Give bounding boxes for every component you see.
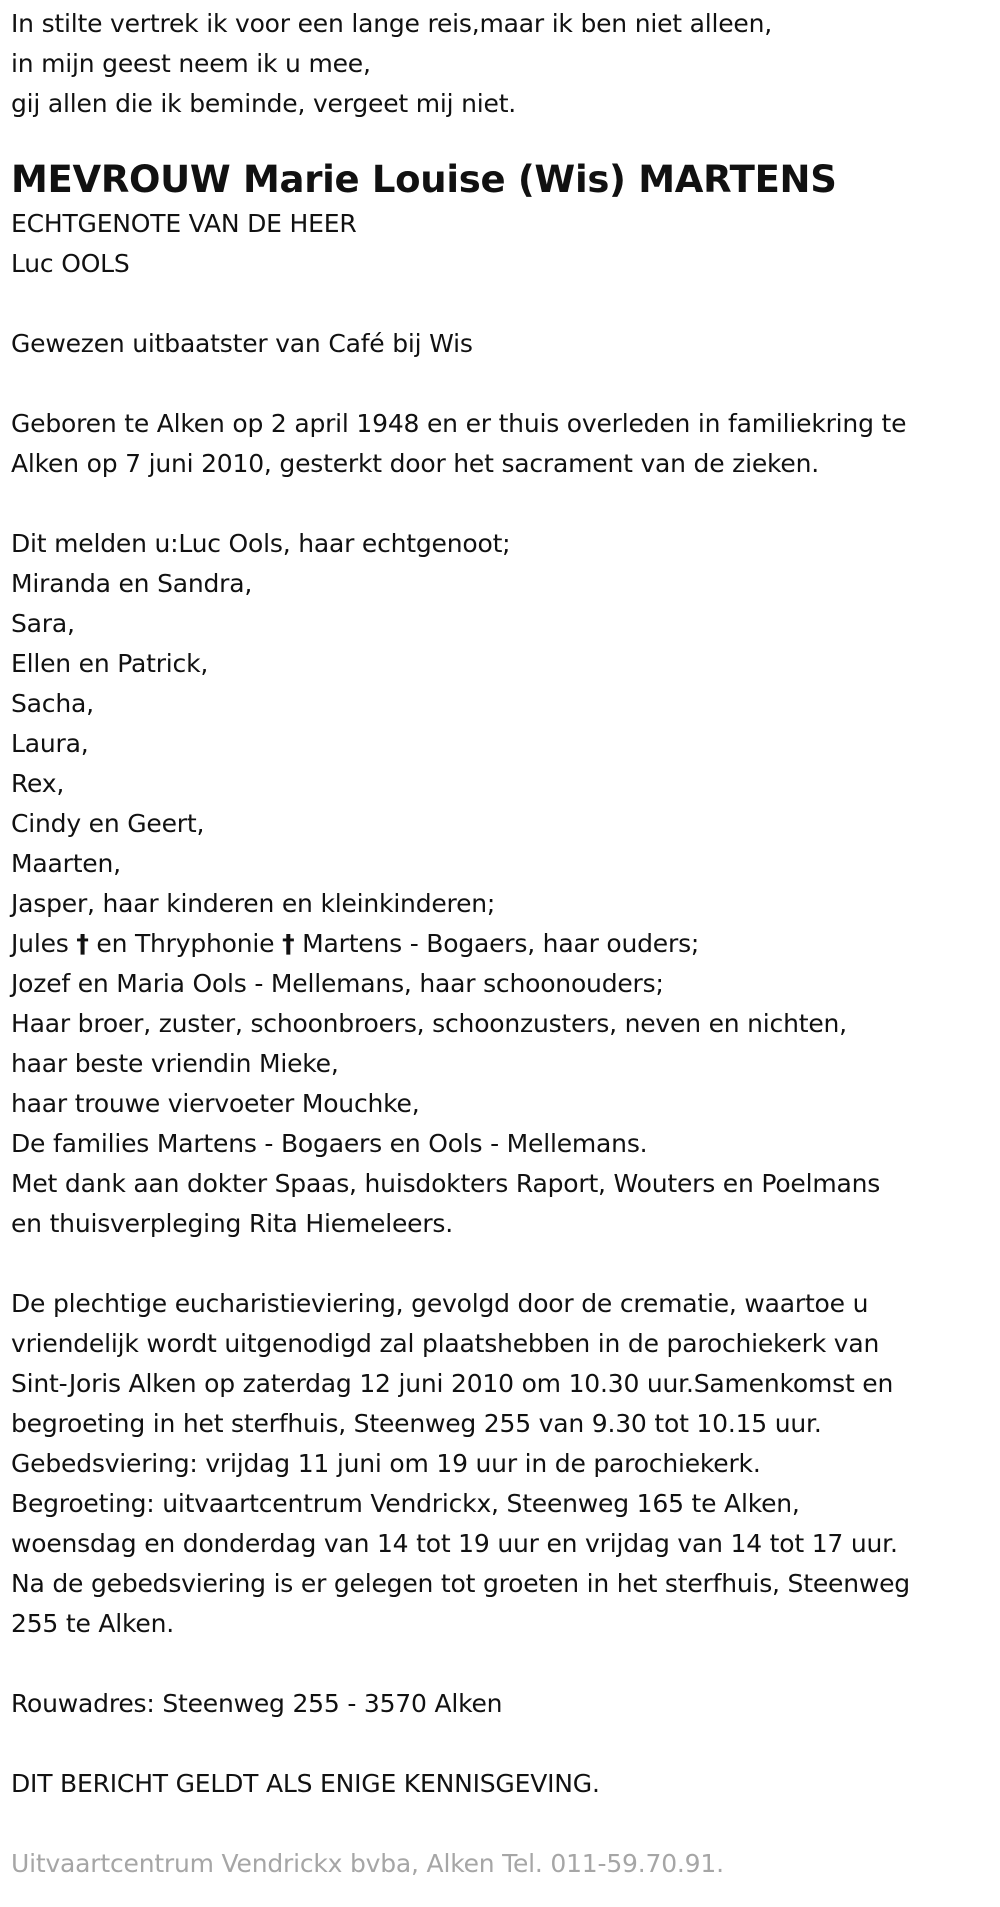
- ceremony-line: vriendelijk wordt uitgenodigd zal plaatshebben in de parochiekerk van: [11, 1329, 880, 1358]
- occupation: Gewezen uitbaatster van Café bij Wis: [11, 329, 473, 358]
- families: De families Martens - Bogaers en Ools - Mellemans.: [11, 1129, 648, 1158]
- cross-icon: †: [76, 929, 89, 958]
- siblings: Haar broer, zuster, schoonbroers, schoonzusters, neven en nichten,: [11, 1009, 847, 1038]
- birth-death-block: [11, 404, 996, 484]
- spouse-title: ECHTGENOTE VAN DE HEER: [11, 209, 357, 238]
- spacer: [11, 1244, 996, 1284]
- parent-father: Jules: [11, 929, 77, 958]
- spacer: [11, 364, 996, 404]
- spacer: [11, 484, 996, 524]
- family-member: Ellen en Patrick,: [11, 649, 209, 678]
- ceremony-line: Sint-Joris Alken op zaterdag 12 juni 2010 om 10.30 uur.Samenkomst en: [11, 1369, 894, 1398]
- ceremony-line: woensdag en donderdag van 14 tot 19 uur en vrijdag van 14 tot 17 uur.: [11, 1529, 898, 1558]
- family-member: Sacha,: [11, 689, 94, 718]
- poem-line-2: in mijn geest neem ik u mee,: [11, 49, 371, 78]
- notice: DIT BERICHT GELDT ALS ENIGE KENNISGEVING.: [11, 1769, 600, 1798]
- family-intro: Dit melden u:Luc Ools, haar echtgenoot;: [11, 529, 511, 558]
- parent-mother: en Thryphonie: [88, 929, 283, 958]
- ceremony-line: Begroeting: uitvaartcentrum Vendrickx, Steenweg 165 te Alken,: [11, 1489, 800, 1518]
- ceremony-line: 255 te Alken.: [11, 1609, 175, 1638]
- family-member: Maarten,: [11, 849, 121, 878]
- family-block: [11, 524, 996, 1244]
- spacer: [11, 284, 996, 324]
- ceremony-line: Gebedsviering: vrijdag 11 juni om 19 uur in de parochiekerk.: [11, 1449, 761, 1478]
- poem-line-1: In stilte vertrek ik voor een lange reis,maar ik ben niet alleen,: [11, 9, 772, 38]
- death-notice: [11, 4, 996, 1884]
- thanks-line-1: Met dank aan dokter Spaas, huisdokters Raport, Wouters en Poelmans: [11, 1169, 881, 1198]
- birth-death-line-1: Geboren te Alken op 2 april 1948 en er thuis overleden in familiekring te: [11, 409, 907, 438]
- spacer: [11, 1804, 996, 1844]
- spacer: [11, 1644, 996, 1684]
- cross-icon: †: [282, 929, 295, 958]
- thanks-line-2: en thuisverpleging Rita Hiemeleers.: [11, 1209, 453, 1238]
- parents-surname: Martens - Bogaers, haar ouders;: [294, 929, 700, 958]
- family-member: Sara,: [11, 609, 75, 638]
- spacer: [11, 124, 996, 156]
- parents-line: [11, 924, 996, 964]
- family-member: Miranda en Sandra,: [11, 569, 253, 598]
- family-member: Laura,: [11, 729, 89, 758]
- funeral-home-footer: Uitvaartcentrum Vendrickx bvba, Alken Tel. 011-59.70.91.: [11, 1849, 724, 1878]
- poem: [11, 4, 996, 124]
- birth-death-line-2: Alken op 7 juni 2010, gesterkt door het sacrament van de zieken.: [11, 449, 819, 478]
- friend: haar beste vriendin Mieke,: [11, 1049, 339, 1078]
- poem-line-3: gij allen die ik beminde, vergeet mij niet.: [11, 89, 517, 118]
- family-member: Jasper, haar kinderen en kleinkinderen;: [11, 889, 496, 918]
- ceremony-block: [11, 1284, 996, 1644]
- mourning-address: Rouwadres: Steenweg 255 - 3570 Alken: [11, 1689, 503, 1718]
- spouse-name: Luc OOLS: [11, 249, 130, 278]
- deceased-name: MEVROUW Marie Louise (Wis) MARTENS: [11, 158, 837, 201]
- family-member: Cindy en Geert,: [11, 809, 205, 838]
- in-laws: Jozef en Maria Ools - Mellemans, haar schoonouders;: [11, 969, 664, 998]
- ceremony-line: Na de gebedsviering is er gelegen tot groeten in het sterfhuis, Steenweg: [11, 1569, 910, 1598]
- ceremony-line: De plechtige eucharistieviering, gevolgd door de crematie, waartoe u: [11, 1289, 869, 1318]
- deceased-block: [11, 156, 996, 284]
- spacer: [11, 1724, 996, 1764]
- family-member: Rex,: [11, 769, 65, 798]
- ceremony-line: begroeting in het sterfhuis, Steenweg 255 van 9.30 tot 10.15 uur.: [11, 1409, 822, 1438]
- pet: haar trouwe viervoeter Mouchke,: [11, 1089, 420, 1118]
